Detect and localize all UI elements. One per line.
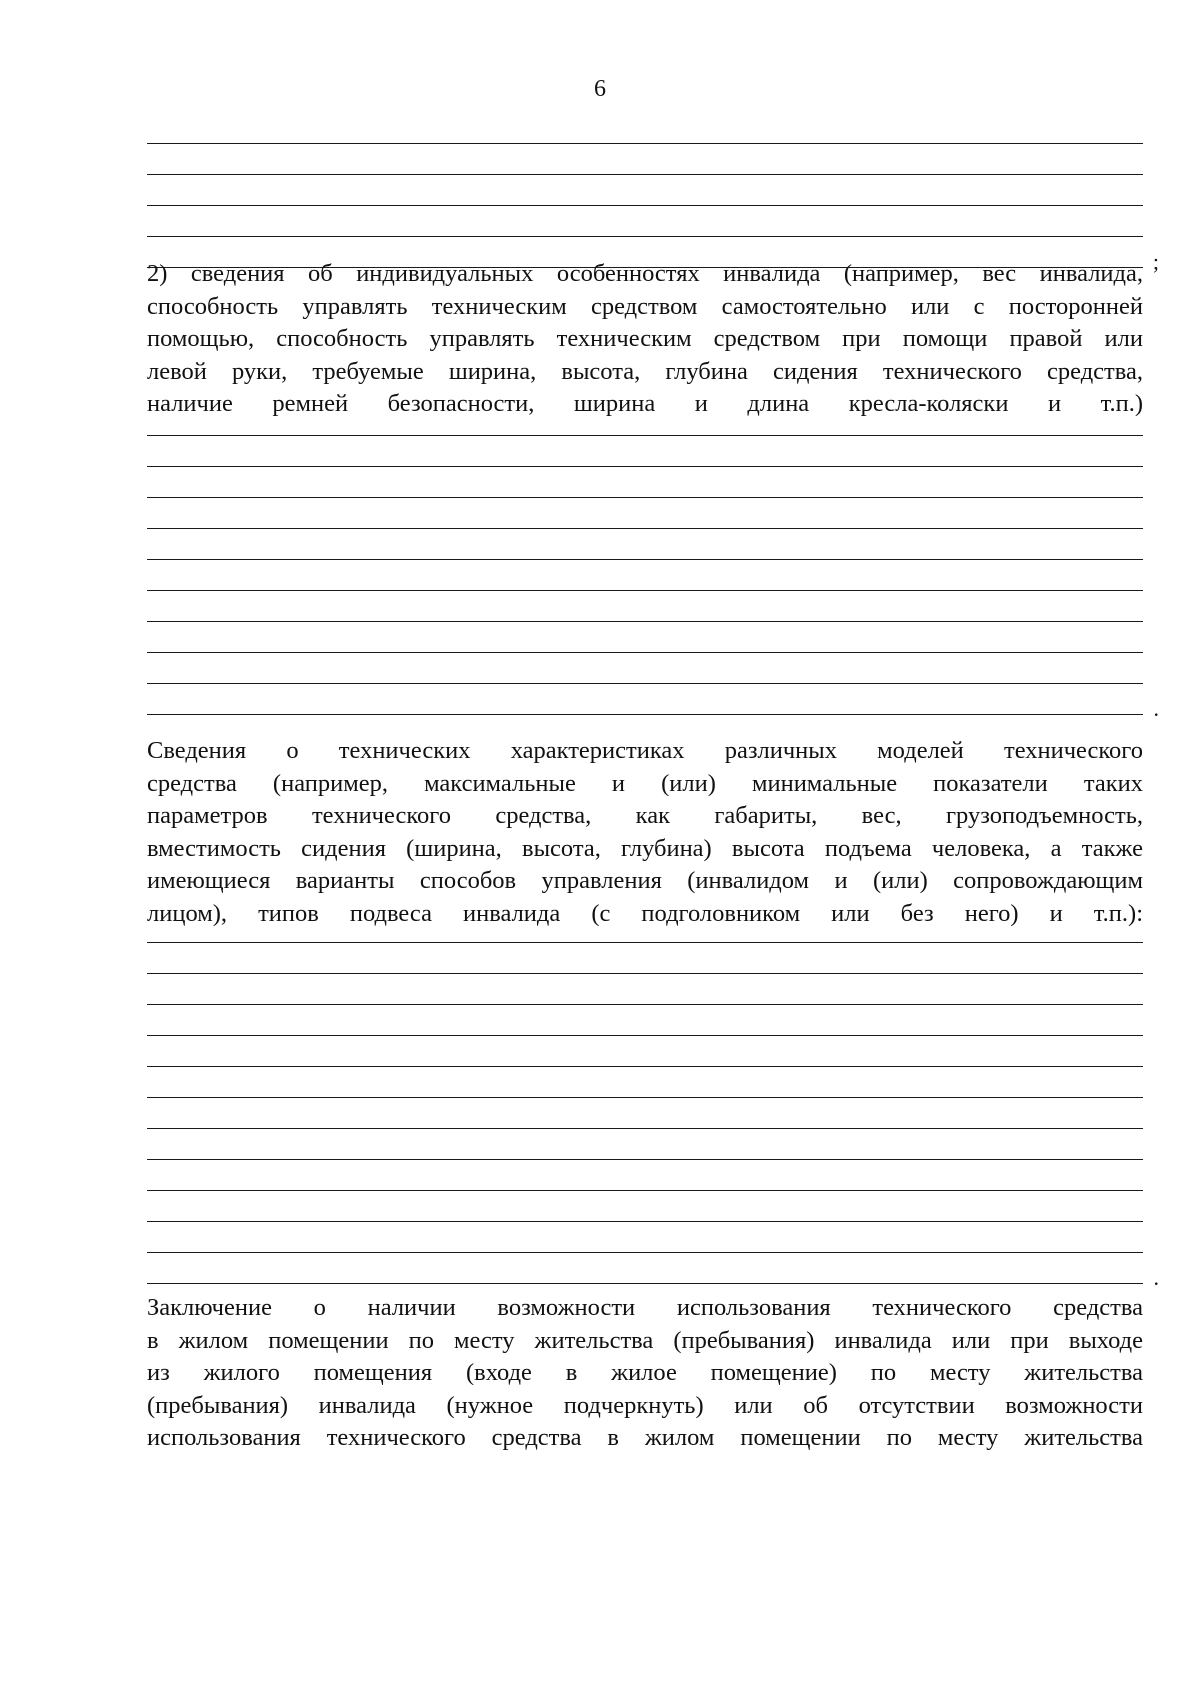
paragraph-line: левой руки, требуемые ширина, высота, глубина сидения технического средства, bbox=[147, 357, 1143, 385]
paragraph-line: (пребывания) инвалида (нужное подчеркнуть) или об отсутствии возможности bbox=[147, 1391, 1143, 1419]
fill-in-line[interactable] bbox=[147, 498, 1143, 529]
fill-in-line[interactable] bbox=[147, 436, 1143, 467]
paragraph-line: параметров технического средства, как габариты, вес, грузоподъемность, bbox=[147, 802, 1143, 829]
paragraph-line: из жилого помещения (входе в жилое помещение) по месту жительства bbox=[147, 1359, 1143, 1386]
paragraph-line: вместимость сидения (ширина, высота, глубина) высота подъема человека, а также bbox=[147, 834, 1143, 862]
paragraph-individual-features bbox=[147, 258, 1143, 421]
blank-lines-block-3 bbox=[147, 912, 1159, 1290]
fill-in-line[interactable] bbox=[147, 1129, 1143, 1160]
fill-in-line[interactable] bbox=[147, 1222, 1143, 1253]
paragraph-line: помощью, способность управлять техническим средством при помощи правой или bbox=[147, 325, 1143, 352]
page-number: 6 bbox=[594, 76, 606, 102]
paragraph-line: средства (например, максимальные и (или) минимальные показатели таких bbox=[147, 769, 1143, 797]
line-terminator: ; bbox=[1152, 249, 1159, 274]
fill-in-line[interactable] bbox=[147, 1036, 1143, 1067]
fill-in-line[interactable] bbox=[147, 560, 1143, 591]
fill-in-line[interactable] bbox=[147, 622, 1143, 653]
line-terminator: . bbox=[1153, 1265, 1159, 1290]
paragraph-line: имеющиеся варианты способов управления (инвалидом и (или) сопровождающим bbox=[147, 867, 1143, 894]
paragraph-line: 2) сведения об индивидуальных особенностях инвалида (например, вес инвалида, bbox=[147, 260, 1143, 287]
paragraph-line: Сведения о технических характеристиках различных моделей технического bbox=[147, 737, 1143, 764]
fill-in-line[interactable] bbox=[147, 653, 1143, 684]
fill-in-line[interactable] bbox=[147, 113, 1143, 144]
fill-in-line[interactable] bbox=[147, 529, 1143, 560]
fill-in-line[interactable] bbox=[147, 974, 1143, 1005]
paragraph-line: использования технического средства в жилом помещении по месту жительства bbox=[147, 1424, 1143, 1451]
paragraph-conclusion bbox=[147, 1292, 1143, 1455]
fill-in-line[interactable] bbox=[147, 1191, 1143, 1222]
fill-in-line[interactable] bbox=[147, 144, 1143, 175]
paragraph-technical-characteristics bbox=[147, 735, 1143, 930]
fill-in-line[interactable] bbox=[147, 1005, 1143, 1036]
fill-in-line[interactable] bbox=[147, 175, 1143, 206]
fill-in-line[interactable] bbox=[147, 1067, 1143, 1098]
fill-in-line[interactable] bbox=[147, 1160, 1143, 1191]
blank-lines-block-2 bbox=[147, 405, 1159, 721]
paragraph-line: Заключение о наличии возможности использования технического средства bbox=[147, 1294, 1143, 1321]
paragraph-line: лицом), типов подвеса инвалида (с подголовником или без него) и т.п.): bbox=[147, 899, 1143, 927]
line-terminator: . bbox=[1153, 696, 1159, 721]
fill-in-line[interactable] bbox=[147, 1253, 1159, 1290]
fill-in-line[interactable] bbox=[147, 206, 1143, 237]
fill-in-line[interactable] bbox=[147, 1098, 1143, 1129]
paragraph-line: наличие ремней безопасности, ширина и длина кресла-коляски и т.п.) bbox=[147, 390, 1143, 417]
paragraph-line: в жилом помещении по месту жительства (пребывания) инвалида или при выходе bbox=[147, 1326, 1143, 1354]
fill-in-line[interactable] bbox=[147, 405, 1143, 436]
paragraph-line: способность управлять техническим средством самостоятельно или с посторонней bbox=[147, 292, 1143, 320]
fill-in-line[interactable] bbox=[147, 684, 1159, 721]
fill-in-line[interactable] bbox=[147, 912, 1143, 943]
fill-in-line[interactable] bbox=[147, 943, 1143, 974]
fill-in-line[interactable] bbox=[147, 467, 1143, 498]
fill-in-line[interactable] bbox=[147, 591, 1143, 622]
